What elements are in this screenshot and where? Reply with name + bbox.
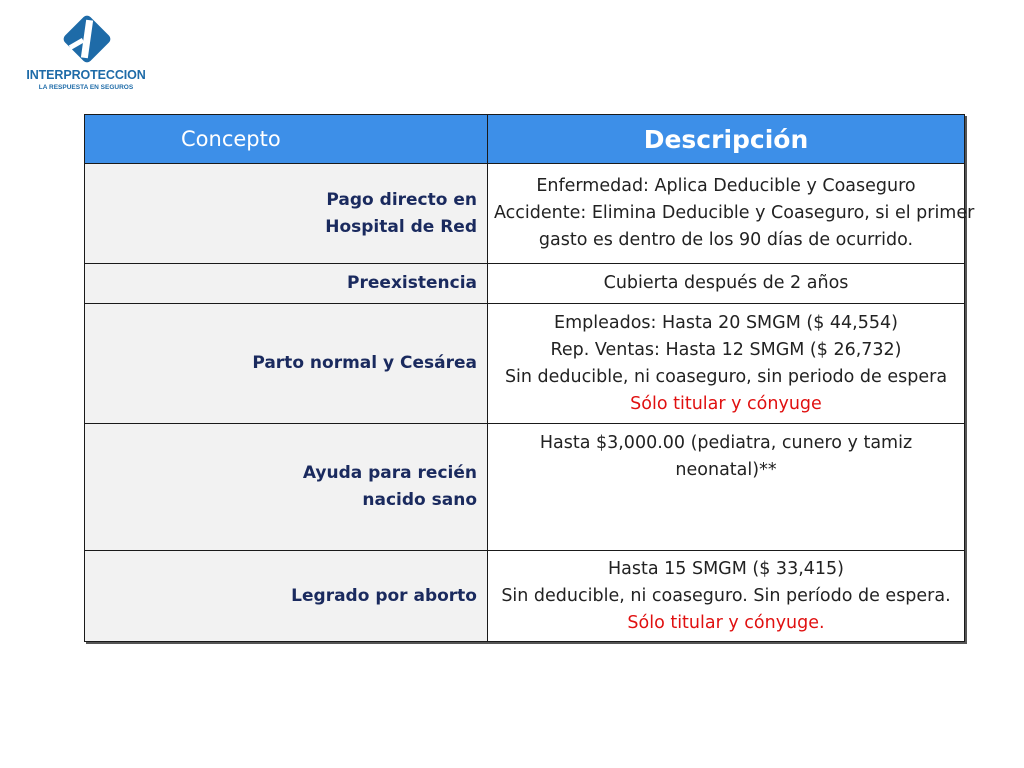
table-row bbox=[85, 264, 965, 304]
description-line: Accidente: Elimina Deducible y Coaseguro, si el primer bbox=[494, 203, 975, 223]
concept-line: Parto normal y Cesárea bbox=[252, 353, 477, 373]
concept-line: Ayuda para recién bbox=[302, 463, 477, 483]
description-line: neonatal)** bbox=[675, 460, 777, 480]
description-line: gasto es dentro de los 90 días de ocurrido. bbox=[538, 230, 914, 250]
concept-cell bbox=[85, 164, 488, 264]
concept-line: Preexistencia bbox=[347, 273, 477, 293]
description-line: Hasta 15 SMGM ($ 33,415) bbox=[608, 558, 844, 579]
description-line: Sin deducible, ni coaseguro, sin periodo de espera bbox=[504, 366, 948, 387]
description-highlight: Sólo titular y cónyuge bbox=[630, 393, 822, 414]
interproteccion-logo-icon bbox=[62, 14, 112, 64]
description-highlight: Sólo titular y cónyuge. bbox=[627, 612, 825, 633]
concept-cell bbox=[85, 424, 488, 551]
company-logo bbox=[24, 14, 148, 94]
description-line: Rep. Ventas: Hasta 12 SMGM ($ 26,732) bbox=[550, 339, 902, 360]
description-line: Hasta $3,000.00 (pediatra, cunero y tamiz bbox=[539, 433, 913, 453]
description-line: Cubierta después de 2 años bbox=[603, 273, 849, 293]
table-row bbox=[85, 424, 965, 551]
description-cell bbox=[488, 164, 975, 264]
concept-line: Hospital de Red bbox=[325, 216, 477, 237]
header-descripcion: Descripción bbox=[488, 115, 965, 164]
concept-line: Pago directo en bbox=[326, 189, 477, 210]
concept-cell bbox=[85, 551, 488, 642]
header-concepto: Concepto bbox=[85, 115, 488, 164]
concept-cell bbox=[85, 304, 488, 424]
coverage-table bbox=[84, 114, 975, 642]
logo-name: INTERPROTECCION bbox=[26, 68, 146, 82]
description-line: Sin deducible, ni coaseguro. Sin período de espera. bbox=[501, 585, 951, 606]
table-row bbox=[85, 164, 965, 264]
table-row bbox=[85, 304, 965, 424]
concept-line: Legrado por aborto bbox=[291, 585, 477, 606]
table-row bbox=[85, 551, 965, 642]
table-header-row bbox=[85, 115, 965, 164]
description-line: Empleados: Hasta 20 SMGM ($ 44,554) bbox=[554, 312, 898, 333]
description-cell bbox=[488, 304, 965, 424]
concept-cell bbox=[85, 264, 488, 304]
description-cell bbox=[488, 264, 965, 304]
description-cell bbox=[488, 551, 965, 642]
description-cell bbox=[488, 424, 965, 551]
logo-tagline: LA RESPUESTA EN SEGUROS bbox=[38, 84, 134, 91]
description-line: Enfermedad: Aplica Deducible y Coaseguro bbox=[536, 176, 916, 196]
concept-line: nacido sano bbox=[362, 490, 477, 510]
